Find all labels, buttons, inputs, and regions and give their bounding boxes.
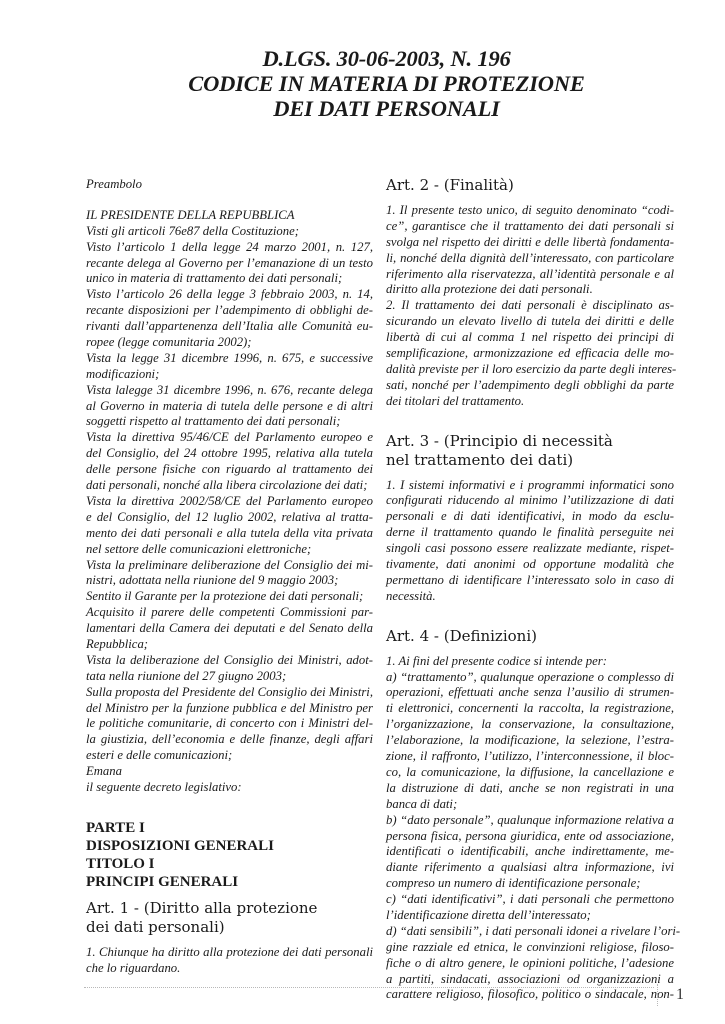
text-line: configurati riducendo al minimo l’utilizzazione di dati [386, 493, 674, 508]
heading-line: nel trattamento dei dati) [386, 450, 574, 469]
text-line: a) “trattamento”, qualunque operazione o complesso di [386, 669, 674, 684]
text-line: co, la comunicazione, la diffusione, la cancellazione e [386, 764, 674, 779]
article-3-body [386, 478, 674, 605]
heading-line: Art. 3 - (Principio di necessità [386, 431, 613, 450]
text-line: Sulla proposta del Presidente del Consiglio dei Ministri, [86, 684, 373, 699]
text-line: permettano di identificare l’interessato solo in caso di [386, 572, 674, 587]
part-line: PRINCIPI GENERALI [86, 873, 239, 890]
text-line: derne il trattamento quando le finalità perseguite nei [386, 525, 674, 540]
text-line: dei titolari del trattamento. [386, 393, 525, 408]
text-line: necessità. [386, 588, 436, 603]
text-line: Visto l’articolo 1 della legge 24 marzo 2001, n. 127, [86, 239, 373, 254]
article-3-heading [386, 432, 674, 470]
text-line: tata nella riunione del 27 giugno 2003; [86, 668, 287, 683]
text-line: del Ministro per la funzione pubblica e del Ministro per [86, 700, 373, 715]
text-line: c) “dati identificativi”, i dati personali che permettono [386, 892, 674, 907]
text-line: Acquisito il parere delle competenti Commissioni par- [86, 605, 373, 620]
text-line: identificati o identificabili, anche indirettamente, me- [386, 844, 674, 859]
text-line: ce”, garantisce che il trattamento dei dati personali si [386, 218, 674, 233]
text-line: gine razziale ed etnica, le convinzioni religiose, filoso- [386, 939, 674, 954]
title-line: DEI DATI PERSONALI [273, 96, 500, 121]
text-line: il seguente decreto legislativo: [86, 779, 242, 794]
text-line: dati personali, nonché alla libera circolazione dei dati; [86, 478, 368, 493]
text-line: a partiti, sindacati, associazioni od organizzazioni a [386, 971, 674, 986]
page-number: 1 [657, 984, 684, 1006]
text-line: Repubblica; [86, 636, 149, 651]
text-line: Vista la direttiva 95/46/CE del Parlamento europeo e [86, 430, 373, 445]
text-line: l’identificazione diretta dell’interessato; [386, 907, 591, 922]
text-line: esteri e delle comunicazioni; [86, 748, 233, 763]
text-line: personali e di dati identificativi, in modo da esclu- [386, 509, 674, 524]
text-line: d) “dati sensibili”, i dati personali idonei a rivelare l’ori- [386, 923, 681, 938]
text-line: l’elaborazione, la modificazione, la selezione, l’estra- [386, 733, 674, 748]
text-line: del Consiglio, del 24 ottobre 1995, relativa alla tutela [86, 446, 373, 461]
text-line: soggetti rispetto al trattamento dei dati personali; [86, 414, 341, 429]
text-line: operazioni, effettuati anche senza l’ausilio di strumen- [386, 685, 674, 700]
title-line: CODICE IN MATERIA DI PROTEZIONE [188, 71, 585, 96]
text-line: Emana [86, 764, 122, 779]
text-line: banca di dati; [386, 796, 458, 811]
text-line: 1. I sistemi informativi e i programmi informatici sono [386, 477, 674, 492]
part-line: PARTE I [86, 819, 145, 836]
text-line: tivamente, dati anonimi od opportune modalità che [386, 557, 674, 572]
text-line: 1. Il presente testo unico, di seguito denominato “codi- [386, 203, 674, 217]
text-line: libertà di cui al comma 1 nel rispetto dei principi di [386, 330, 674, 345]
text-line: sati, nonché per l’adempimento degli obblighi da parte [386, 377, 674, 392]
text-line: IL PRESIDENTE DELLA REPUBBLICA [86, 207, 295, 222]
text-line: nistri, adottata nella riunione del 9 maggio 2003; [86, 573, 339, 588]
preamble-label: Preambolo [86, 177, 142, 191]
text-line: 1. Ai fini del presente codice si intende per: [386, 653, 607, 668]
article-2-heading: Art. 2 - (Finalità) [386, 176, 514, 194]
text-line: svolga nel rispetto dei diritti e delle libertà fondamenta- [386, 234, 674, 249]
heading-line: dei dati personali) [86, 917, 225, 936]
text-line: Vista la legge 31 dicembre 1996, n. 675, e successive [86, 350, 373, 365]
text-line: Vista la preliminare deliberazione del Consiglio dei mi- [86, 557, 373, 572]
left-column [86, 176, 373, 977]
text-line: diante riferimento a qualsiasi altra informazione, ivi [386, 860, 674, 875]
text-line: Vista la direttiva 2002/58/CE del Parlamento europeo [86, 493, 373, 508]
text-line: zione, il raffronto, l’utilizzo, l’interconnessione, il bloc- [386, 749, 674, 764]
text-line: sicurando un elevato livello di tutela dei diritti e delle [386, 314, 674, 329]
text-line: 2. Il trattamento dei dati personali è disciplinato as- [386, 298, 674, 313]
part-line: TITOLO I [86, 855, 155, 872]
right-column [386, 176, 681, 1003]
text-line: e del Consiglio, del 12 luglio 2002, relativa al tratta- [86, 509, 373, 524]
text-line: lamentari della Camera dei deputati e del Senato della [86, 621, 373, 636]
text-line: al Governo in materia di tutela delle persone e di altri [86, 398, 373, 413]
part-title-block [86, 819, 373, 891]
text-line: compreso un numero di identificazione personale; [386, 876, 641, 891]
text-line: delle persone fisiche con riguardo al trattamento dei [86, 462, 373, 477]
footer-rule [84, 987, 654, 988]
text-line: singoli casi possono essere realizzate mediante, rispet- [386, 541, 674, 556]
heading-line: Art. 1 - (Diritto alla protezione [86, 898, 318, 917]
text-line: le politiche comunitarie, di concerto con i Ministri del- [86, 716, 373, 731]
text-line: ropee (legge comunitaria 2002); [86, 335, 252, 350]
text-line: carattere religioso, filosofico, politico o sindacale, non- [386, 987, 674, 1002]
text-line: Visto l’articolo 26 della legge 3 febbraio 2003, n. 14, [86, 287, 373, 302]
title-line: D.LGS. 30-06-2003, N. 196 [262, 46, 511, 71]
text-line: diritto alla protezione dei dati personali. [386, 282, 593, 297]
article-1-heading [86, 899, 373, 937]
text-line: Vista lalegge 31 dicembre 1996, n. 676, recante delega [86, 382, 373, 397]
part-line: DISPOSIZIONI GENERALI [86, 837, 274, 854]
text-line: Sentito il Garante per la protezione dei dati personali; [86, 589, 364, 604]
text-line: li, nonché della dignità dell’interessato, con particolare [386, 250, 674, 265]
preamble-body [86, 208, 373, 796]
text-line: la distruzione di dati, anche se non registrati in una [386, 780, 674, 795]
text-line: la giustizia, dell’economia e delle finanze, degli affari [86, 732, 373, 747]
text-line: nel settore delle comunicazioni elettroniche; [86, 541, 312, 556]
text-line: fiche o di altro genere, le opinioni politiche, l’adesione [386, 955, 674, 970]
text-line: ti elettronici, concernenti la raccolta, la registrazione, [386, 701, 674, 716]
text-line: riferimento alla riservatezza, all’identità personale e al [386, 266, 674, 281]
article-4-body [386, 653, 681, 1004]
text-line: dalità previste per il loro esercizio da parte degli interes- [386, 361, 677, 376]
text-line: modificazioni; [86, 366, 160, 381]
text-line: recante disposizioni per l’adempimento di obblighi de- [86, 303, 373, 318]
text-line: che lo riguardano. [86, 960, 181, 975]
text-line: recante delega al Governo per l’emanazione di un testo [86, 255, 373, 270]
article-1-body [86, 945, 373, 977]
document-title [0, 46, 725, 121]
text-line: mento dei dati personali e alla tutela della vita privata [86, 525, 373, 540]
text-line: persona fisica, persona giuridica, ente od associazione, [386, 828, 674, 843]
article-4-heading: Art. 4 - (Definizioni) [386, 626, 537, 645]
text-line: rivanti dall’appartenenza dell’Italia alle Comunità eu- [86, 319, 373, 334]
text-line: semplificazione, armonizzazione ed efficacia delle mo- [386, 346, 674, 361]
text-line: 1. Chiunque ha diritto alla protezione dei dati personali [86, 944, 373, 959]
text-line: b) “dato personale”, qualunque informazione relativa a [386, 812, 674, 827]
text-line: unico in materia di trattamento dei dati personali; [86, 271, 343, 286]
text-line: Visti gli articoli 76e87 della Costituzione; [86, 223, 299, 238]
article-2-body [386, 203, 677, 410]
text-line: l’organizzazione, la conservazione, la consultazione, [386, 717, 674, 732]
text-line: Vista la deliberazione del Consiglio dei Ministri, adot- [86, 652, 373, 667]
